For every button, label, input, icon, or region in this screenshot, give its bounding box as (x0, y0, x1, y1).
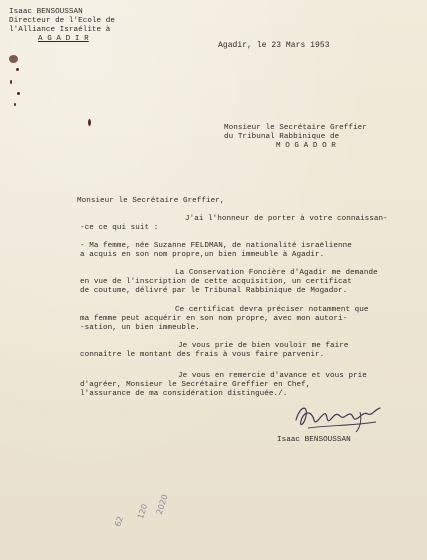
paragraph-4-line-2: ma femme peut acquérir en son nom propre, avec mon autori- (80, 315, 348, 323)
paragraph-2-line-2: a acquis en son nom propre,un bien immeuble à Agadir. (80, 251, 325, 259)
paragraph-4-line-3: -sation, un bien immeuble. (80, 324, 200, 332)
signature-name: Isaac BENSOUSSAN (277, 436, 351, 444)
pencil-mark: 2020 (154, 493, 170, 516)
paragraph-6-line-3: l'assurance de ma considération distinguée./. (80, 390, 288, 398)
paragraph-4-line-1: Ce certificat devra préciser notamment que (175, 306, 369, 314)
pencil-mark: 120 (135, 502, 150, 521)
ink-stain (10, 80, 12, 84)
place-date: Agadir, le 23 Mars 1953 (218, 41, 330, 50)
ink-stain (9, 55, 18, 63)
ink-stain (16, 68, 19, 71)
paragraph-6-line-2: d'agréer, Monsieur le Secrétaire Greffier en Chef, (80, 381, 311, 389)
paragraph-5-line-2: connaître le montant des frais à vous faire parvenir. (80, 351, 325, 359)
recipient-line-3: M O G A D O R (276, 142, 336, 150)
handwritten-signature (290, 398, 386, 436)
ink-stain (14, 103, 16, 106)
paragraph-3-line-1: La Conservation Foncière d'Agadir me demande (175, 269, 378, 277)
salutation: Monsieur le Secrétaire Greffier, (77, 197, 225, 205)
paragraph-3-line-2: en vue de l'inscription de cette acquisition, un certificat (80, 278, 352, 286)
recipient-line-2: du Tribunal Rabbinique de (224, 133, 340, 141)
recipient-line-1: Monsieur le Secrétaire Greffier (224, 124, 367, 132)
letterhead-name: Isaac BENSOUSSAN (9, 8, 83, 16)
paragraph-1-line-1: J'ai l'honneur de porter à votre connaissan- (185, 215, 388, 223)
paragraph-6-line-1: Je vous en remercie d'avance et vous prie (178, 372, 367, 380)
letterhead-title: Directeur de l'Ecole de (9, 17, 115, 25)
ink-stain (88, 119, 91, 126)
paragraph-3-line-3: de coutume, délivré par le Tribunal Rabbinique de Mogador. (80, 287, 348, 295)
letterhead-city: A G A D I R (38, 35, 89, 43)
pencil-mark: 62 (113, 515, 125, 528)
paragraph-1-line-2: -ce ce qui suit : (80, 224, 159, 232)
letterhead-institution: l'Alliance Israélite à (9, 26, 111, 34)
paragraph-5-line-1: Je vous prie de bien vouloir me faire (178, 342, 349, 350)
paragraph-2-line-1: - Ma femme, née Suzanne FELDMAN, de nationalité israëlienne (80, 242, 352, 250)
ink-stain (17, 92, 20, 95)
